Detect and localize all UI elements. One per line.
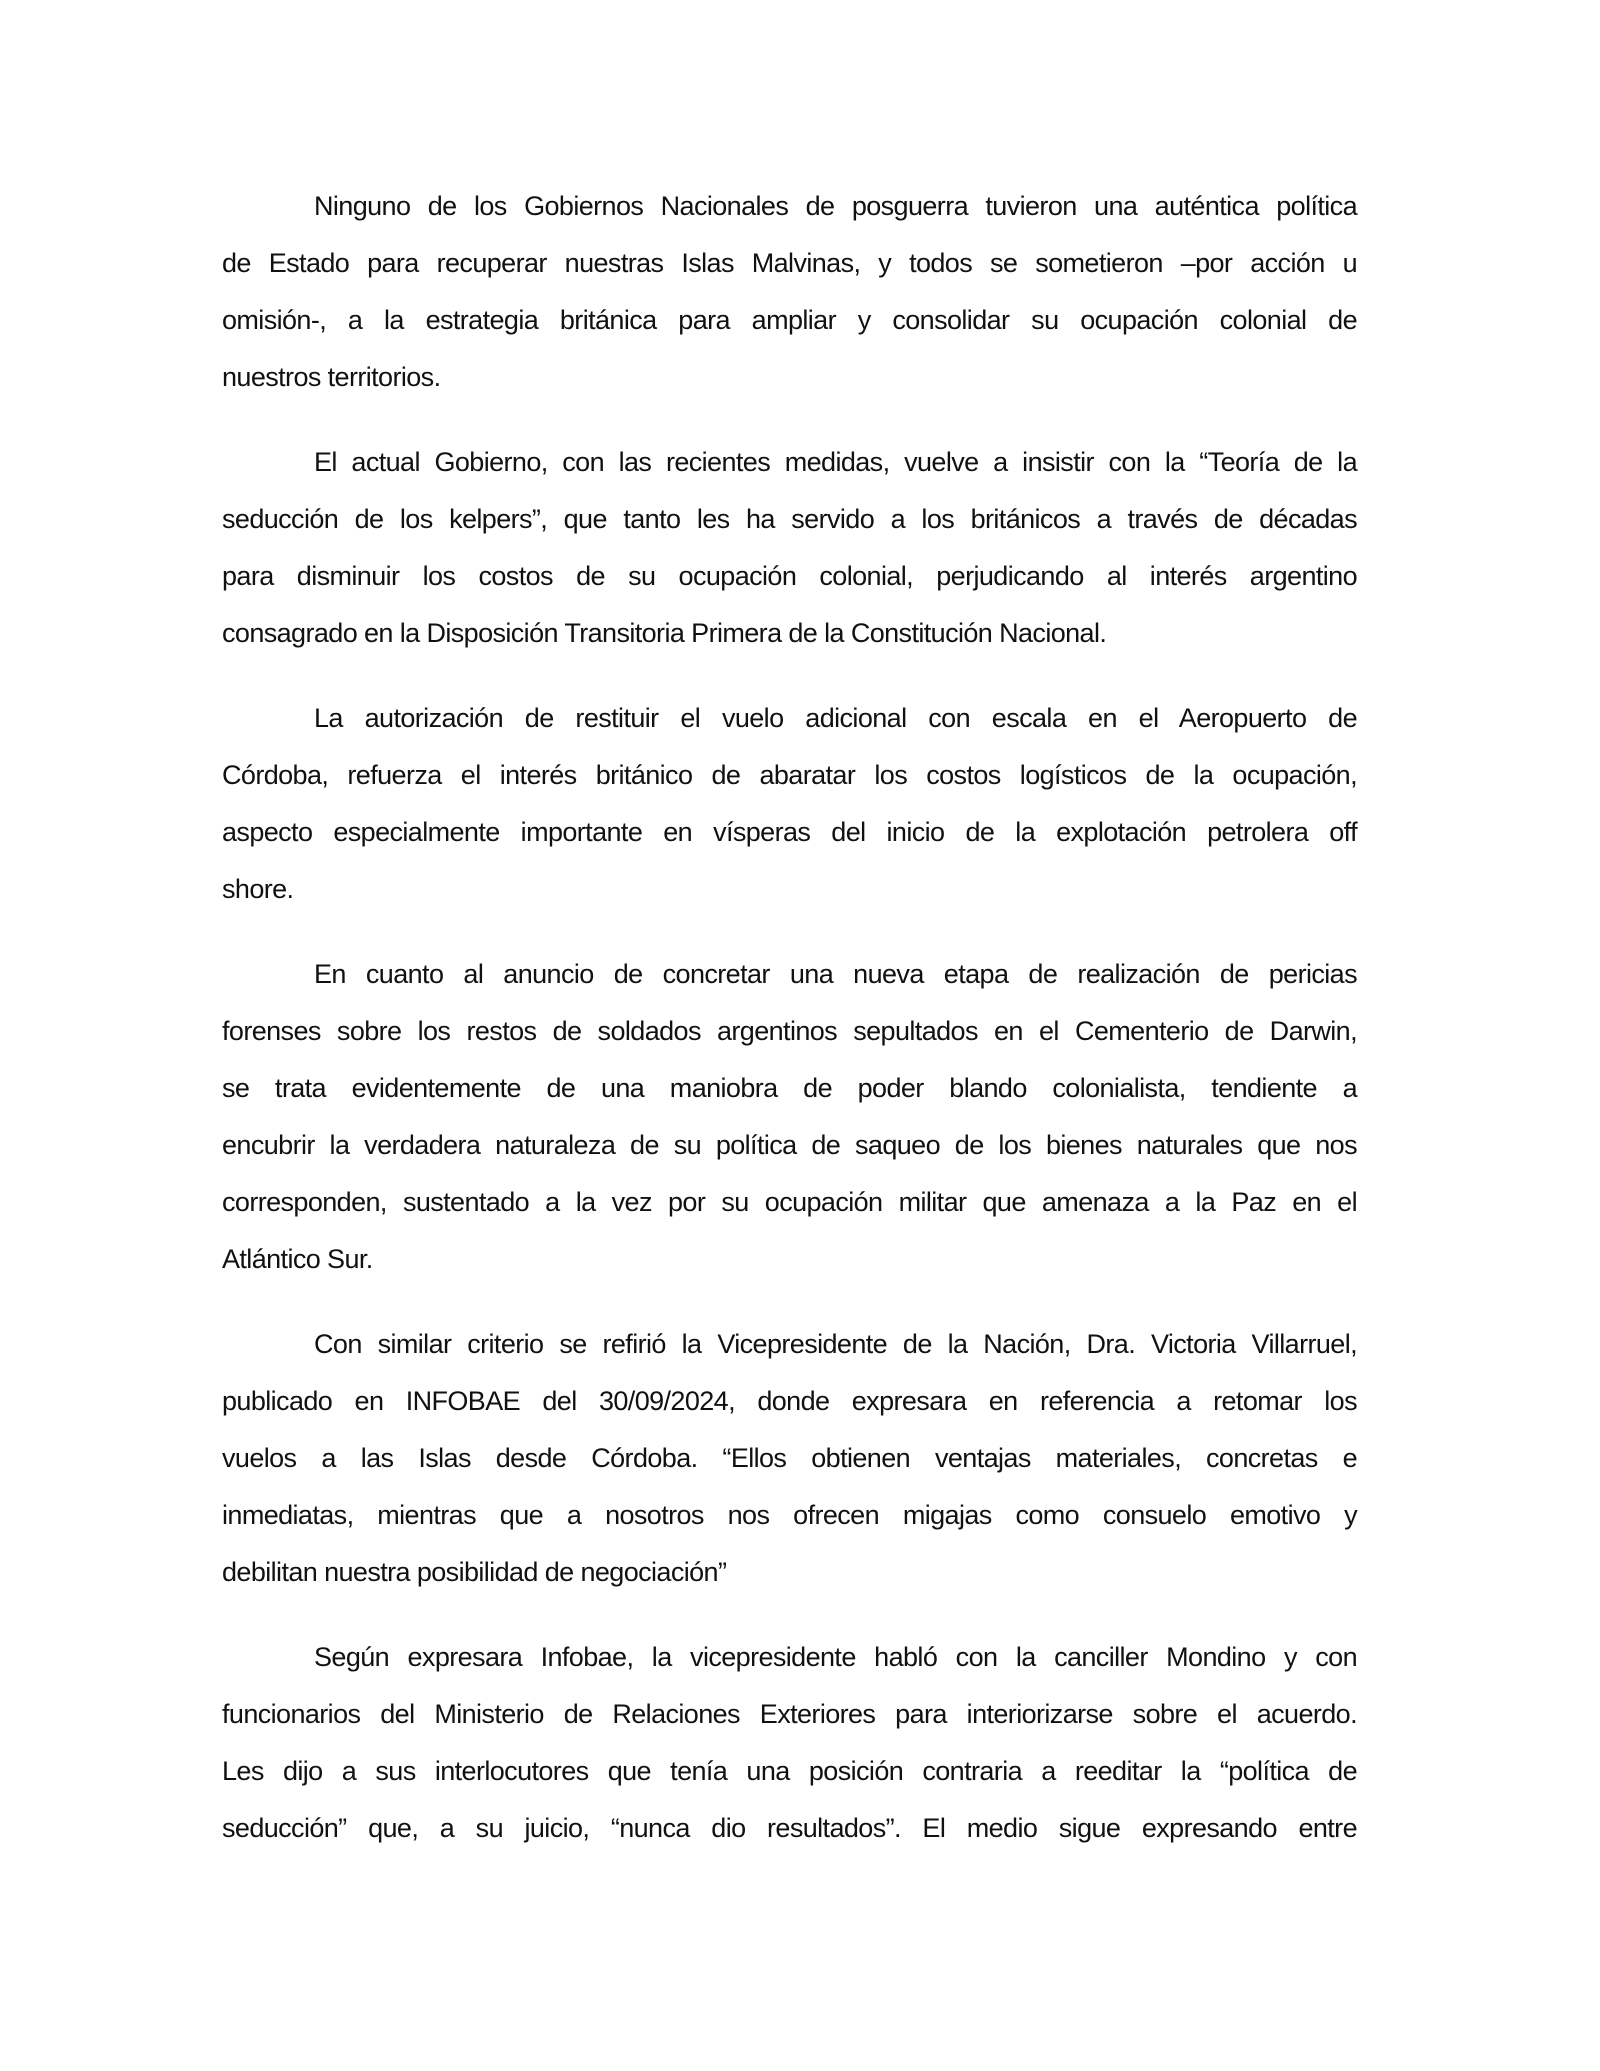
text-line: encubrir la verdadera naturaleza de su política de saqueo de los bienes naturales que nos [222,1130,1357,1160]
text-line: vuelos a las Islas desde Córdoba. “Ellos obtienen ventajas materiales, concretas e [222,1443,1357,1473]
text-line: El actual Gobierno, con las recientes medidas, vuelve a insistir con la “Teoría de la [314,447,1357,477]
text-line: Ninguno de los Gobiernos Nacionales de posguerra tuvieron una auténtica política [314,191,1357,221]
paragraph-postwar-governments [222,178,1357,406]
text-line: nuestros territorios. [222,362,441,392]
text-line: shore. [222,874,294,904]
text-line: La autorización de restituir el vuelo adicional con escala en el Aeropuerto de [314,703,1357,733]
text-line: Córdoba, refuerza el interés británico de abaratar los costos logísticos de la ocupación, [222,760,1357,790]
paragraph-infobae-report [222,1629,1357,1857]
text-line: forenses sobre los restos de soldados argentinos sepultados en el Cementerio de Darwin, [222,1016,1357,1046]
text-line: para disminuir los costos de su ocupación colonial, perjudicando al interés argentino [222,561,1357,591]
text-line: seducción” que, a su juicio, “nunca dio resultados”. El medio sigue expresando entre [222,1813,1357,1843]
document-page [222,178,1357,1885]
paragraph-cordoba-flight [222,690,1357,918]
text-line: debilitan nuestra posibilidad de negociación” [222,1557,727,1587]
text-line: Les dijo a sus interlocutores que tenía una posición contraria a reeditar la “política de [222,1756,1357,1786]
text-line: funcionarios del Ministerio de Relaciones Exteriores para interiorizarse sobre el acuerdo. [222,1699,1357,1729]
text-line: inmediatas, mientras que a nosotros nos ofrecen migajas como consuelo emotivo y [222,1500,1357,1530]
text-line: Atlántico Sur. [222,1244,373,1274]
text-line: Con similar criterio se refirió la Vicepresidente de la Nación, Dra. Victoria Villarruel, [314,1329,1357,1359]
text-line: seducción de los kelpers”, que tanto les ha servido a los británicos a través de décadas [222,504,1357,534]
text-line: corresponden, sustentado a la vez por su ocupación militar que amenaza a la Paz en el [222,1187,1357,1217]
text-line: Según expresara Infobae, la vicepresidente habló con la canciller Mondino y con [314,1642,1357,1672]
paragraph-darwin-cemetery [222,946,1357,1288]
text-line: omisión-, a la estrategia británica para ampliar y consolidar su ocupación colonial de [222,305,1357,335]
text-line: se trata evidentemente de una maniobra de poder blando colonialista, tendiente a [222,1073,1357,1103]
text-line: de Estado para recuperar nuestras Islas Malvinas, y todos se sometieron –por acción u [222,248,1357,278]
paragraph-seduction-theory [222,434,1357,662]
text-line: En cuanto al anuncio de concretar una nueva etapa de realización de pericias [314,959,1357,989]
text-line: aspecto especialmente importante en vísperas del inicio de la explotación petrolera off [222,817,1357,847]
paragraph-vicepresident-statement [222,1316,1357,1601]
text-line: consagrado en la Disposición Transitoria Primera de la Constitución Nacional. [222,618,1107,648]
text-line: publicado en INFOBAE del 30/09/2024, donde expresara en referencia a retomar los [222,1386,1357,1416]
